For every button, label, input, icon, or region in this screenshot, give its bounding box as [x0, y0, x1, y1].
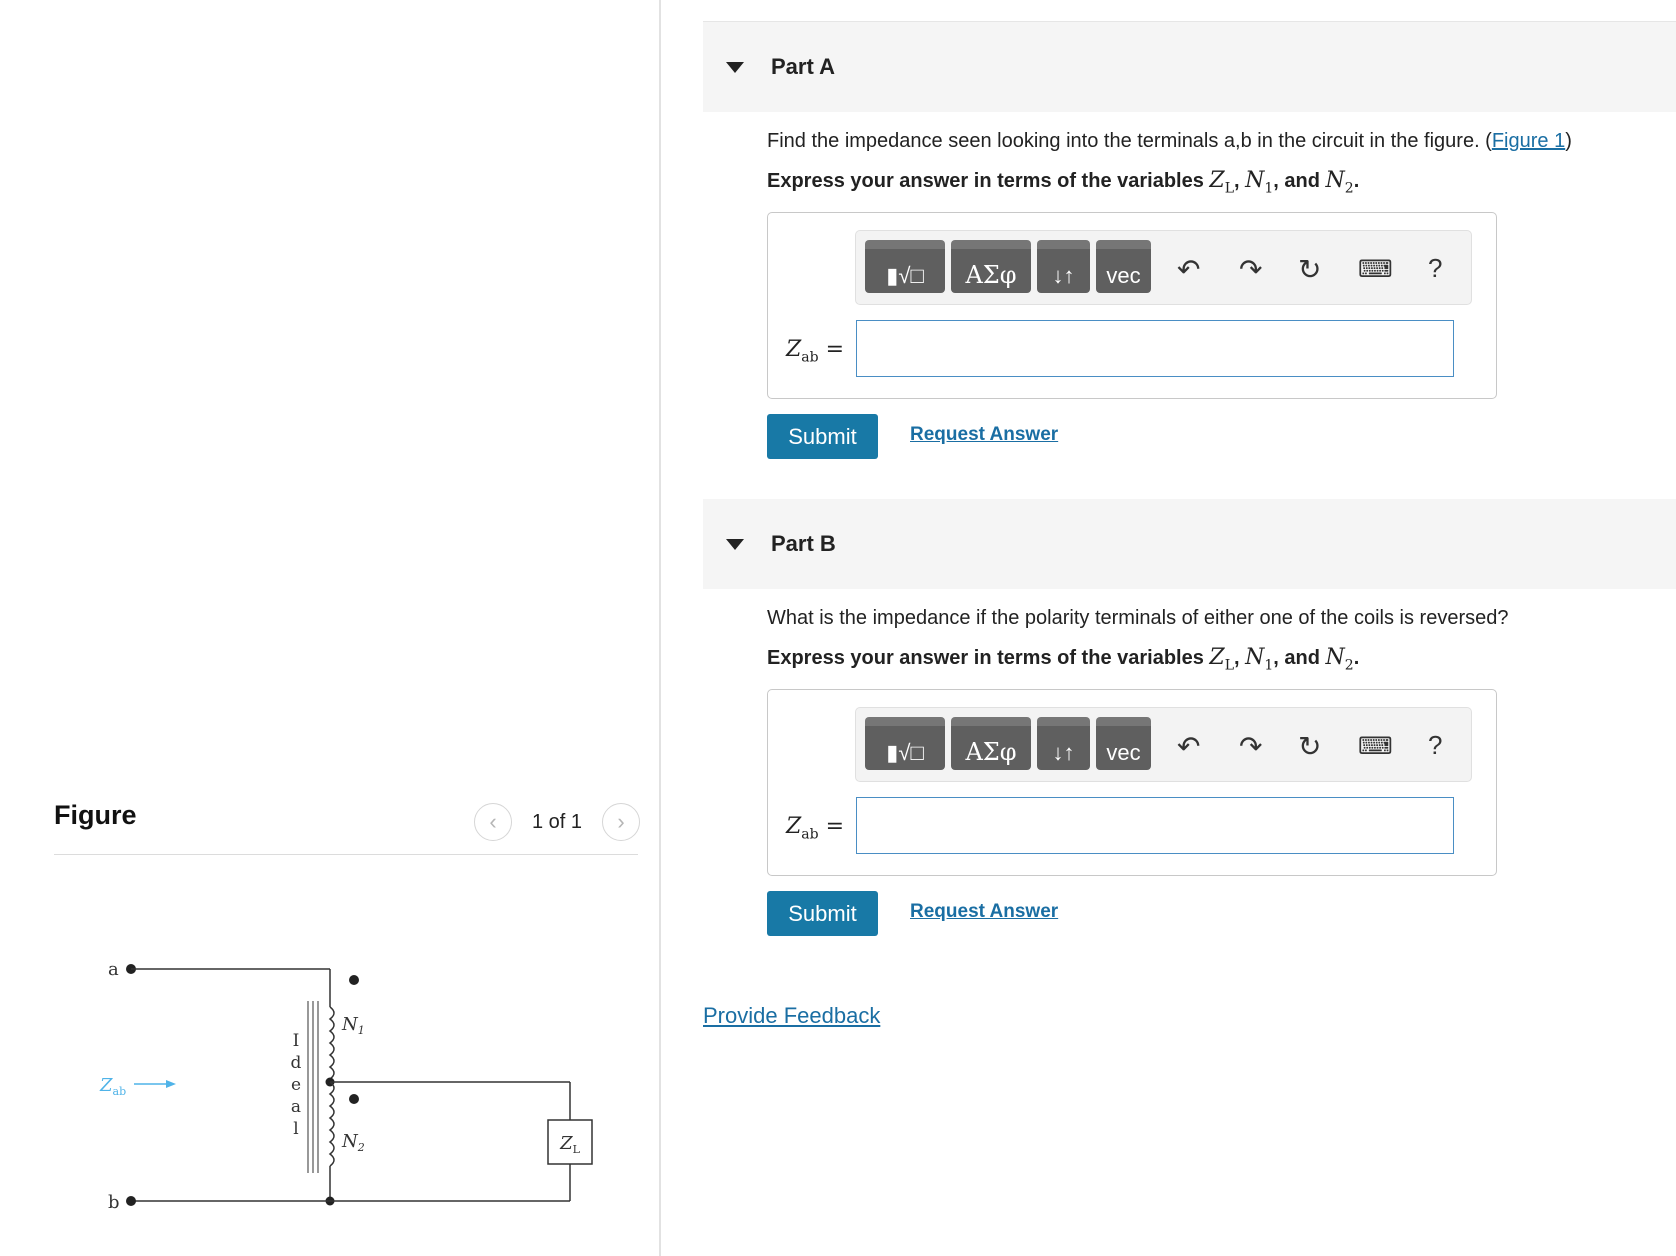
math-toolbar [855, 230, 1472, 305]
answer-input[interactable] [856, 320, 1454, 377]
figure-divider [54, 854, 638, 855]
svg-text:l: l [293, 1119, 299, 1139]
part-a-instruction: Express your answer in terms of the variables $Z_L$, $N_1$, and $N_2$. [767, 168, 1360, 197]
figure-pane [0, 0, 660, 1256]
n1-label: $N_1$ [342, 1014, 365, 1037]
part-a-request-answer-link[interactable]: Request Answer [910, 424, 1059, 445]
vec-button[interactable]: vec [1096, 717, 1151, 770]
reset-icon[interactable]: ↻ [1298, 731, 1322, 762]
part-a-header[interactable] [703, 22, 1676, 112]
math-toolbar [855, 707, 1472, 782]
redo-icon[interactable]: ↷ [1239, 731, 1263, 762]
part-b-header[interactable] [703, 499, 1676, 589]
answer-input[interactable] [856, 797, 1454, 854]
caret-down-icon[interactable] [726, 62, 744, 73]
polarity-dot-n1 [349, 975, 359, 985]
arrows-button[interactable]: ↓↑ [1037, 240, 1090, 293]
zl-label: $Z_L$ [560, 1133, 580, 1156]
reset-icon[interactable]: ↻ [1298, 254, 1322, 285]
figure-title: Figure [54, 800, 137, 830]
provide-feedback-link[interactable]: Provide Feedback [703, 1003, 881, 1028]
terminal-b-label: b [108, 1192, 120, 1213]
polarity-dot-n2 [349, 1094, 359, 1104]
answer-label: $Z_{ab}$ = [786, 814, 845, 843]
n2-label: $N_2$ [342, 1131, 365, 1154]
chevron-left-icon[interactable]: ‹ [474, 803, 512, 841]
terminal-b-dot [126, 1196, 136, 1206]
keyboard-icon[interactable]: ⌨ [1358, 256, 1393, 283]
part-a-title: Part A [771, 54, 835, 79]
help-icon[interactable]: ? [1428, 253, 1443, 283]
help-icon[interactable]: ? [1428, 730, 1443, 760]
figure-link[interactable]: Figure 1 [1491, 130, 1566, 152]
part-a-question: Find the impedance seen looking into the terminals a,b in the circuit in the figure. (Figure 1) [767, 130, 1572, 152]
coil-n2 [330, 1082, 334, 1166]
part-a-submit-button[interactable]: Submit [767, 414, 878, 459]
ideal-label [291, 1031, 302, 1139]
question-pane [703, 0, 1676, 1256]
svg-text:I: I [292, 1031, 300, 1051]
answer-label: $Z_{ab}$ = [786, 337, 845, 366]
chevron-right-icon[interactable]: › [602, 803, 640, 841]
coil-n1 [330, 1007, 334, 1079]
part-b-answer-box [767, 689, 1497, 876]
undo-icon[interactable]: ↶ [1177, 731, 1201, 762]
part-b-request-answer-link[interactable]: Request Answer [910, 901, 1059, 922]
pane-divider [659, 0, 661, 1256]
zab-figure-label: $Z_{ab}$ [100, 1075, 127, 1098]
part-b-submit-button[interactable]: Submit [767, 891, 878, 936]
vec-button[interactable]: vec [1096, 240, 1151, 293]
undo-icon[interactable]: ↶ [1177, 254, 1201, 285]
part-b-title: Part B [771, 531, 836, 556]
templates-radical-icon[interactable]: ▮√□ [865, 717, 945, 770]
svg-text:d: d [290, 1053, 302, 1073]
keyboard-icon[interactable]: ⌨ [1358, 733, 1393, 760]
caret-down-icon[interactable] [726, 539, 744, 550]
redo-icon[interactable]: ↷ [1239, 254, 1263, 285]
figure-pager [474, 802, 640, 842]
svg-text:e: e [290, 1075, 302, 1095]
greek-button[interactable]: ΑΣφ [951, 240, 1031, 293]
circuit-diagram [90, 945, 610, 1225]
figure-count: 1 of 1 [532, 810, 583, 833]
templates-radical-icon[interactable]: ▮√□ [865, 240, 945, 293]
greek-button[interactable]: ΑΣφ [951, 717, 1031, 770]
part-b-question: What is the impedance if the polarity terminals of either one of the coils is reversed? [767, 607, 1509, 629]
svg-text:a: a [290, 1097, 302, 1117]
part-a-answer-box [767, 212, 1497, 399]
part-b-instruction: Express your answer in terms of the variables $Z_L$, $N_1$, and $N_2$. [767, 645, 1360, 674]
arrows-button[interactable]: ↓↑ [1037, 717, 1090, 770]
terminal-a-label: a [108, 959, 119, 980]
